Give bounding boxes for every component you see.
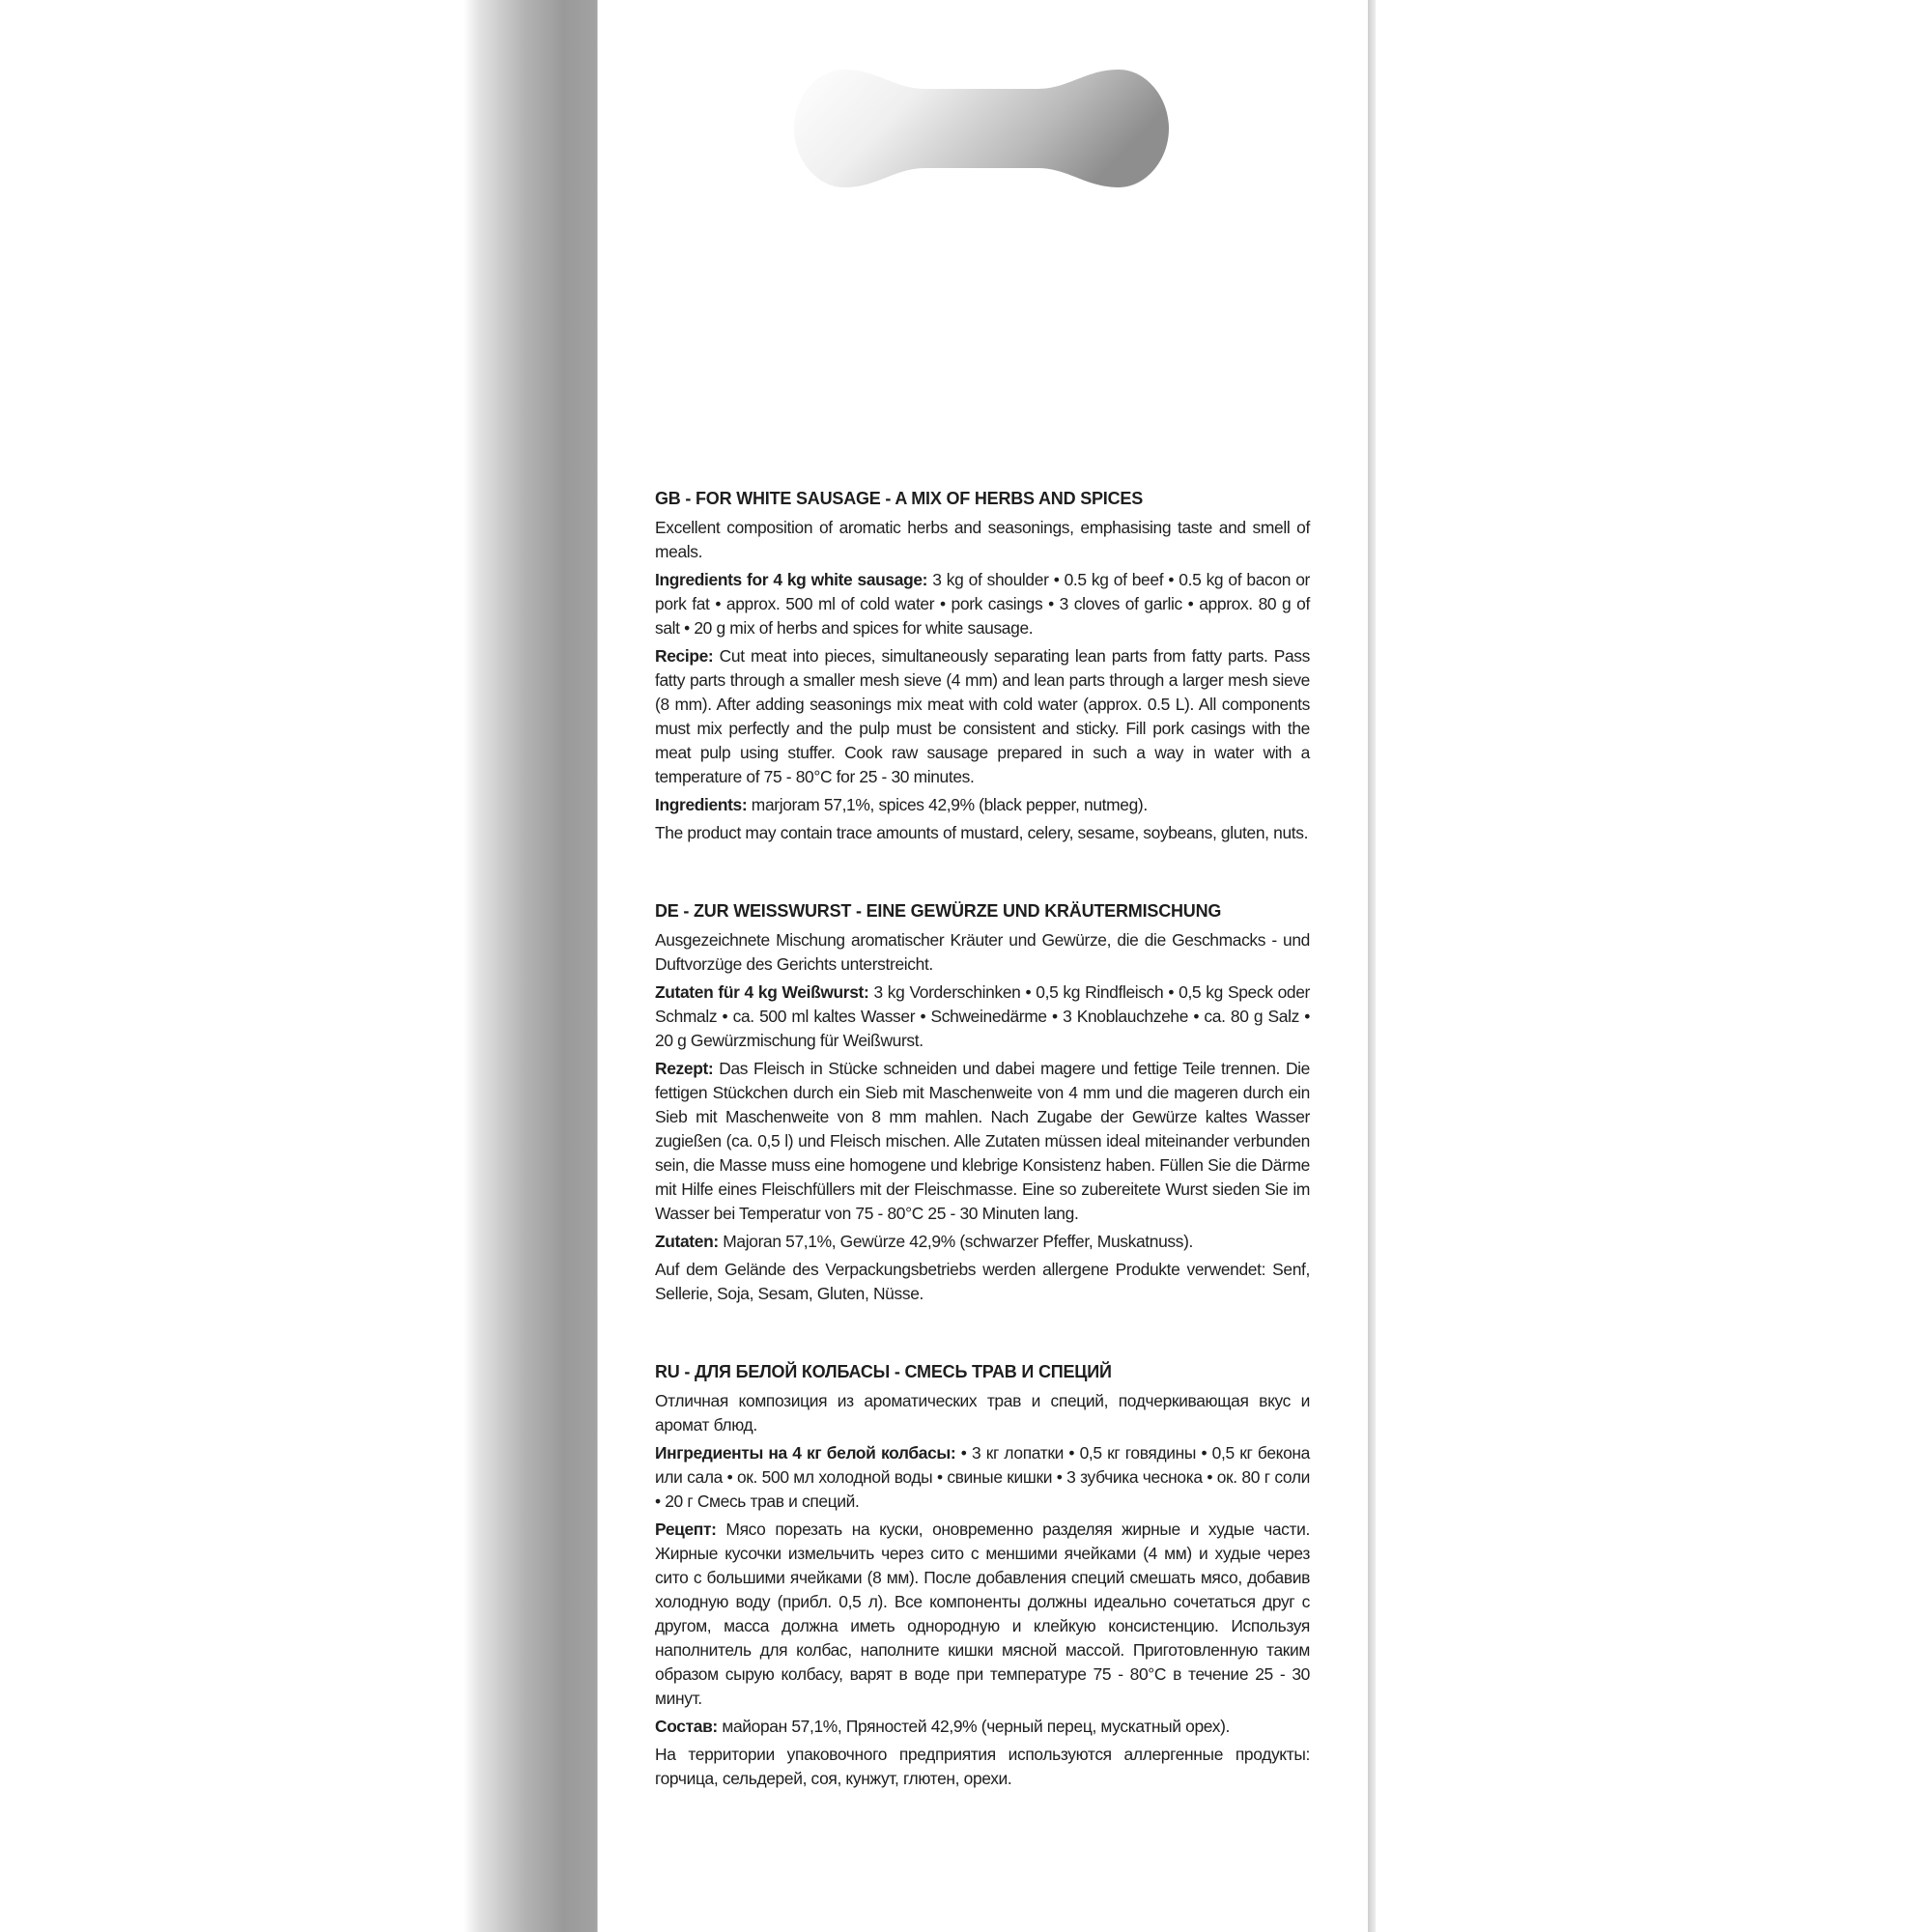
section-heading: GB - FOR WHITE SAUSAGE - A MIX OF HERBS AND SPICES xyxy=(655,489,1144,508)
composition-text: Majoran 57,1%, Gewürze 42,9% (schwarzer Pfeffer, Muskatnuss). xyxy=(718,1232,1194,1251)
recipe-paragraph xyxy=(655,644,1310,789)
label-text-block xyxy=(655,487,1310,1845)
allergens-paragraph: The product may contain trace amounts of mustard, celery, sesame, soybeans, gluten, nuts. xyxy=(655,823,1309,842)
recipe-label: Rezept: xyxy=(655,1059,714,1078)
intro-paragraph: Excellent composition of aromatic herbs and seasonings, emphasising taste and smell of meals. xyxy=(655,518,1310,561)
ingredients-list-label: Zutaten für 4 kg Weißwurst: xyxy=(655,982,869,1002)
ingredients-list-label: Ingredients for 4 kg white sausage: xyxy=(655,570,928,589)
recipe-paragraph xyxy=(655,1057,1310,1226)
package-side-shadow-left xyxy=(464,0,597,1932)
ingredients-list-text: 3 kg of shoulder • 0.5 kg of beef • 0.5 kg of bacon or pork fat • approx. 500 ml of cold water • pork casings • 3 cloves of garlic • approx. 80 g of salt • 20 g mix of herbs and spices for white sausage. xyxy=(655,570,1310,638)
composition-label: Состав: xyxy=(655,1717,718,1736)
section-gb xyxy=(655,487,1310,845)
intro-paragraph: Отличная композиция из ароматических трав и специй, подчеркивающая вкус и аромат блюд. xyxy=(655,1391,1310,1435)
composition-text: майоран 57,1%, Пряностей 42,9% (черный перец, мускатный орех). xyxy=(717,1717,1230,1736)
recipe-text: Das Fleisch in Stücke schneiden und dabei magere und fettige Teile trennen. Die fettigen Stückchen durch ein Sieb mit Maschenweite von 4 mm und die mageren durch ein Sieb mit Maschenweite von 8 mm mahlen. Nach Zugabe der Gewürze kaltes Wasser zugießen (ca. 0,5 l) und Fleisch mischen. Alle Zutaten müssen ideal miteinander verbunden sein, die Masse muss eine homogene und klebrige Konsistenz haben. Füllen Sie die Därme mit Hilfe eines Fleischfüllers mit der Fleischmasse. Eine so zubereitete Wurst sieden Sie im Wasser bei Temperatur von 75 - 80°C 25 - 30 Minuten lang. xyxy=(655,1059,1310,1223)
ingredients-list-paragraph xyxy=(655,568,1310,640)
ingredients-list-text: • 3 кг лопатки • 0,5 кг говядины • 0,5 кг бекона или сала • ок. 500 мл холодной воды • свиные кишки • 3 зубчика чеснока • ок. 80 г соли • 20 г Смесь трав и специй. xyxy=(655,1443,1310,1511)
ingredients-list-paragraph xyxy=(655,1441,1310,1514)
composition-paragraph xyxy=(655,793,1310,817)
recipe-label: Recipe: xyxy=(655,646,714,666)
section-ru xyxy=(655,1360,1310,1791)
ingredients-list-text: 3 kg Vorderschinken • 0,5 kg Rindfleisch • 0,5 kg Speck oder Schmalz • ca. 500 ml kaltes Wasser • Schweinedärme • 3 Knoblauchzehe • ca. 80 g Salz • 20 g Gewürzmischung für Weißwurst. xyxy=(655,982,1311,1050)
section-heading: RU - ДЛЯ БЕЛОЙ КОЛБАСЫ - СМЕСЬ ТРАВ И СПЕЦИЙ xyxy=(655,1362,1112,1381)
ingredients-list-paragraph xyxy=(655,980,1310,1053)
composition-paragraph xyxy=(655,1715,1310,1739)
section-de xyxy=(655,899,1310,1306)
composition-label: Ingredients: xyxy=(655,795,748,814)
section-heading: DE - ZUR WEISSWURST - EINE GEWÜRZE UND KRÄUTERMISCHUNG xyxy=(655,901,1222,921)
recipe-text: Мясо порезать на куски, оновременно разделяя жирные и худые части. Жирные кусочки измельчить через сито с меншими ячейками (4 мм) и худые через сито с большими ячейками (8 мм). После добавления специй смешать мясо, добавив холодную воду (прибл. 0,5 л). Все компоненты должны идеально сочетаться друг с другом, масса должна иметь однородную и клейкую консистенцию. Используя наполнитель для колбас, наполните кишки мясной массой. Приготовленную таким образом сырую колбасу, варят в воде при температуре 75 - 80°C в течение 25 - 30 минут. xyxy=(655,1520,1310,1708)
recipe-label: Рецепт: xyxy=(655,1520,717,1539)
allergens-paragraph: Auf dem Gelände des Verpackungsbetriebs werden allergene Produkte verwendet: Senf, Sellerie, Soja, Sesam, Gluten, Nüsse. xyxy=(655,1260,1310,1303)
composition-paragraph xyxy=(655,1230,1310,1254)
allergens-paragraph: На территории упаковочного предприятия используются аллергенные продукты: горчица, сельдерей, соя, кунжут, глютен, орехи. xyxy=(655,1745,1310,1788)
ingredients-list-label: Ингредиенты на 4 кг белой колбасы: xyxy=(655,1443,956,1463)
package-side-edge-right xyxy=(1368,0,1376,1932)
recipe-paragraph xyxy=(655,1518,1310,1711)
hang-hole-euro-slot xyxy=(790,60,1173,197)
intro-paragraph: Ausgezeichnete Mischung aromatischer Kräuter und Gewürze, die die Geschmacks - und Duftvorzüge des Gerichts unterstreicht. xyxy=(655,930,1310,974)
composition-label: Zutaten: xyxy=(655,1232,719,1251)
recipe-text: Cut meat into pieces, simultaneously separating lean parts from fatty parts. Pass fatty parts through a smaller mesh sieve (4 mm) and lean parts through a larger mesh sieve (8 mm). After adding seasonings mix meat with cold water (approx. 0.5 L). All components must mix perfectly and the pulp must be consistent and sticky. Fill pork casings with the meat pulp using stuffer. Cook raw sausage prepared in such a way in water with a temperature of 75 - 80°C for 25 - 30 minutes. xyxy=(655,646,1310,786)
composition-text: marjoram 57,1%, spices 42,9% (black pepper, nutmeg). xyxy=(747,795,1148,814)
